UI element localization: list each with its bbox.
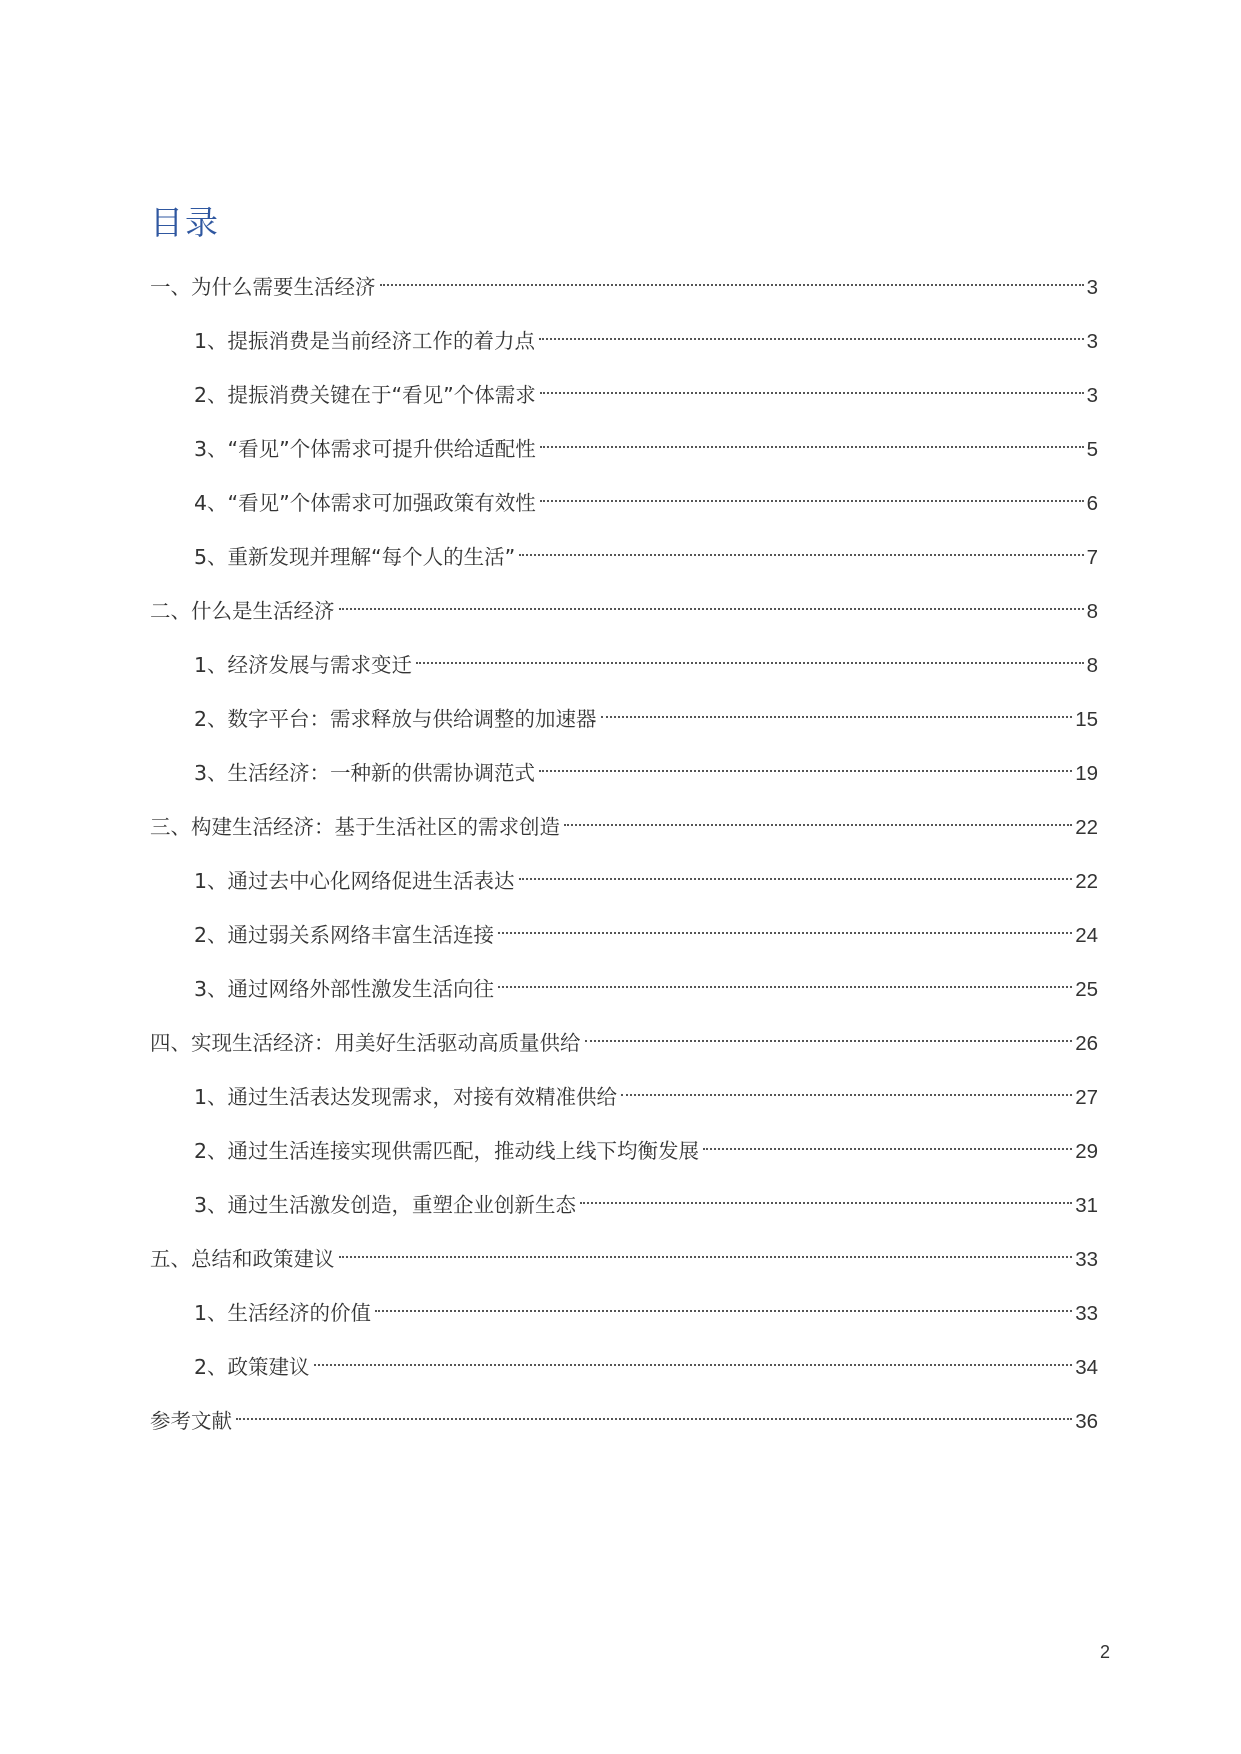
toc-entry-page: 8 (1086, 600, 1098, 623)
toc-entry-label: 2、通过生活连接实现供需匹配，推动线上线下均衡发展 (194, 1139, 700, 1163)
dot-leader (236, 1396, 1072, 1428)
dot-leader (519, 532, 1083, 564)
dot-leader (539, 316, 1084, 348)
toc-entry-label: 2、政策建议 (194, 1355, 310, 1379)
toc-entry-page: 15 (1075, 708, 1098, 731)
dot-leader (314, 1342, 1073, 1374)
dot-leader (498, 964, 1072, 996)
toc-entry[interactable] (194, 532, 1098, 569)
toc-entry[interactable] (150, 262, 1098, 299)
dot-leader (375, 1288, 1072, 1320)
toc-entry-label: 五、总结和政策建议 (150, 1247, 335, 1271)
dot-leader (339, 1234, 1073, 1266)
toc-entry-page: 22 (1075, 816, 1098, 839)
toc-entry-page: 6 (1086, 492, 1098, 515)
toc-entry-label: 4、“看见”个体需求可加强政策有效性 (194, 491, 536, 515)
toc-entry-page: 33 (1075, 1302, 1098, 1325)
toc-entry[interactable] (194, 964, 1098, 1001)
toc-entry[interactable] (194, 478, 1098, 515)
toc-entry-label: 参考文献 (150, 1409, 232, 1433)
toc-entry-page: 27 (1075, 1086, 1098, 1109)
toc-entry-label: 一、为什么需要生活经济 (150, 275, 376, 299)
toc-entry[interactable] (150, 1396, 1098, 1433)
toc-entry[interactable] (194, 856, 1098, 893)
toc-entry-page: 33 (1075, 1248, 1098, 1271)
toc-entry-label: 1、通过生活表达发现需求，对接有效精准供给 (194, 1085, 618, 1109)
toc-entry[interactable] (194, 1126, 1098, 1163)
toc-entry-page: 19 (1075, 762, 1098, 785)
toc-entry-page: 36 (1075, 1410, 1098, 1433)
dot-leader (601, 694, 1073, 726)
toc-entry-label: 2、通过弱关系网络丰富生活连接 (194, 923, 495, 947)
toc-entry-label: 1、通过去中心化网络促进生活表达 (194, 869, 515, 893)
toc-entry-label: 1、提振消费是当前经济工作的着力点 (194, 329, 536, 353)
dot-leader (540, 370, 1084, 402)
dot-leader (498, 910, 1072, 942)
toc-entry[interactable] (194, 1288, 1098, 1325)
toc-entry-page: 3 (1086, 384, 1098, 407)
dot-leader (621, 1072, 1072, 1104)
toc-entry[interactable] (194, 424, 1098, 461)
toc-entry[interactable] (194, 1072, 1098, 1109)
toc-entry-page: 22 (1075, 870, 1098, 893)
page-number: 2 (1099, 1642, 1110, 1662)
toc-entry[interactable] (194, 748, 1098, 785)
toc-entry-label: 二、什么是生活经济 (150, 599, 335, 623)
toc-entry-label: 3、通过网络外部性激发生活向往 (194, 977, 495, 1001)
toc-entry-page: 5 (1086, 438, 1098, 461)
toc-entry-label: 四、实现生活经济：用美好生活驱动高质量供给 (150, 1031, 581, 1055)
dot-leader (585, 1018, 1073, 1050)
toc-entry[interactable] (194, 910, 1098, 947)
dot-leader (703, 1126, 1072, 1158)
toc-entry-page: 29 (1075, 1140, 1098, 1163)
dot-leader (339, 586, 1084, 618)
dot-leader (539, 748, 1072, 780)
toc-entry-label: 3、“看见”个体需求可提升供给适配性 (194, 437, 536, 461)
toc-entry[interactable] (194, 1342, 1098, 1379)
toc-entry[interactable] (150, 586, 1098, 623)
toc-entry[interactable] (150, 1234, 1098, 1271)
toc-entry-page: 7 (1086, 546, 1098, 569)
toc-entry-page: 25 (1075, 978, 1098, 1001)
toc-entry[interactable] (194, 640, 1098, 677)
toc-entry-page: 3 (1086, 330, 1098, 353)
toc-entry-page: 8 (1086, 654, 1098, 677)
toc-entry-page: 24 (1075, 924, 1098, 947)
toc-entry-page: 34 (1075, 1356, 1098, 1379)
toc-entry-label: 1、生活经济的价值 (194, 1301, 372, 1325)
toc-entry[interactable] (194, 694, 1098, 731)
toc-entry-label: 2、提振消费关键在于“看见”个体需求 (194, 383, 536, 407)
toc-entry[interactable] (194, 370, 1098, 407)
toc-entry-label: 三、构建生活经济：基于生活社区的需求创造 (150, 815, 560, 839)
dot-leader (580, 1180, 1072, 1212)
toc-entry-label: 3、通过生活激发创造，重塑企业创新生态 (194, 1193, 577, 1217)
toc-entry[interactable] (150, 1018, 1098, 1055)
toc-entry-page: 3 (1086, 276, 1098, 299)
toc-entry-label: 3、生活经济：一种新的供需协调范式 (194, 761, 536, 785)
dot-leader (416, 640, 1084, 672)
toc-entry-label: 2、数字平台：需求释放与供给调整的加速器 (194, 707, 597, 731)
toc-entry-page: 31 (1075, 1194, 1098, 1217)
toc-entry[interactable] (150, 802, 1098, 839)
toc-entry[interactable] (194, 316, 1098, 353)
dot-leader (540, 424, 1084, 456)
dot-leader (564, 802, 1072, 834)
toc-entry-label: 5、重新发现并理解“每个人的生活” (194, 545, 516, 569)
toc-title: 目录 (150, 203, 220, 242)
dot-leader (540, 478, 1084, 510)
toc-entry-page: 26 (1075, 1032, 1098, 1055)
dot-leader (380, 262, 1084, 294)
toc-entry-label: 1、经济发展与需求变迁 (194, 653, 413, 677)
dot-leader (519, 856, 1073, 888)
toc-entry[interactable] (194, 1180, 1098, 1217)
